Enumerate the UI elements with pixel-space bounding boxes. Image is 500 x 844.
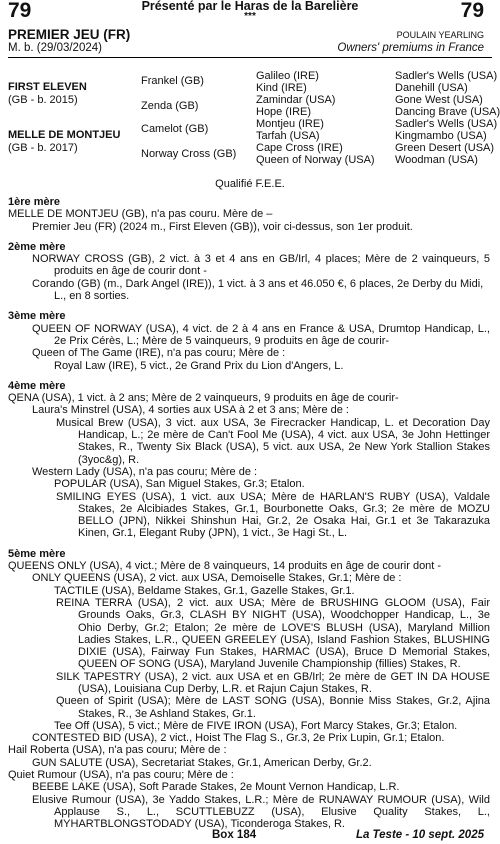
section-title-1st-dam: 1ère mère [8,196,60,208]
pedigree-gen2-3: Camelot (GB) [141,123,209,135]
page-footer [0,828,500,842]
family-notes [8,196,490,831]
pedigree-gen4-5: Sadler's Wells (USA) [395,118,498,130]
dam-1-produce: Premier Jeu (FR) (2024 m., First Eleven (GB)), voir ci-dessus, son 1er produit. [32,220,413,233]
dam-4-produce-2-foal-1: POPULAR (USA), San Miguel Stakes, Gr.3; Etalon. [54,478,305,491]
owners-premiums: Owners' premiums in France [337,42,484,54]
dam-5-produce-3-foal: GUN SALUTE (USA), Secretariat Stakes, Gr.1, American Derby, Gr.2. [32,756,372,769]
pedigree-gen4-8: Woodman (USA) [395,154,478,166]
pedigree-sire [8,82,87,94]
horse-name: PREMIER JEU (FR) [8,27,131,42]
pedigree-gen4-3: Gone West (USA) [395,94,483,106]
dam-3-produce-1: Queen of The Game (IRE), n'a pas couru; Mère de : [32,347,286,360]
pedigree-gen3-3: Zamindar (USA) [256,94,336,106]
dam-info: (GB - b. 2017) [8,142,78,154]
dam-5-produce-1: ONLY QUEENS (USA), 2 vict. aux USA, Demoiselle Stakes, Gr.1; Mère de : [32,572,402,585]
dam-1-summary: MELLE DE MONTJEU (GB), n'a pas couru. Mère de – [8,208,273,221]
dam-5-produce-3: Hail Roberta (USA), n'a pas couru; Mère de : [8,744,227,757]
section-title-2nd-dam: 2ème mère [8,240,66,253]
pedigree-gen2-1: Frankel (GB) [141,75,204,87]
dam-5-produce-1-foal-3: SILK TAPESTRY (USA), 2 vict. aux USA et en GB/Irl; 2e mère de GET IN DA HOUSE (USA), Louisiana Cup Derby, L.R. et Rajun Cajun Stakes, R. [56,670,490,695]
dam-5-produce-4-foal-2: Elusive Rumour (USA), 3e Yaddo Stakes, L.R.; Mère de RUNAWAY RUMOUR (USA), Wild Applause S., L., SCUTTLEBUZZ (USA), Elusive Quality Stakes, L., MYHARTBLONGSTODADY (USA), Ticonderoga Stakes, R. [32,793,490,831]
dam-2-summary: NORWAY CROSS (GB), 2 vict. à 3 et 4 ans en GB/Irl, 4 places; Mère de 2 vainqueurs, 5 produits en âge de courir dont - [32,253,490,278]
dam-4-produce-1: Laura's Minstrel (USA), 4 sorties aux USA à 2 et 3 ans; Mère de : [32,404,349,417]
pedigree-gen4-1: Sadler's Wells (USA) [395,70,498,82]
sire-info: (GB - b. 2015) [8,94,78,106]
pedigree-gen4-7: Green Desert (USA) [395,142,495,154]
pedigree-gen3-1: Galileo (IRE) [256,70,319,82]
pedigree-gen4-6: Kingmambo (USA) [395,130,487,142]
pedigree-gen3-6: Tarfah (USA) [256,130,320,142]
horse-type: POULAIN YEARLING [396,30,484,40]
dam-3-summary: QUEEN OF NORWAY (USA), 4 vict. de 2 à 4 ans en France & USA, Drumtop Handicap, L., 2e Prix Cérès, L.; Mère de 5 vainqueurs, 9 produits en âge de courir- [32,322,490,347]
section-title-5th-dam: 5ème mère [8,547,66,560]
pedigree-gen3-4: Hope (IRE) [256,106,312,118]
dam-5-produce-1-foal-4: Queen of Spirit (USA); Mère de LAST SONG (USA), Bonnie Miss Stakes, Gr.2, Ajina Stakes, R., 3e Ashland Stakes, Gr.1. [56,695,490,720]
dam-5-produce-4-foal-1: BEEBE LAKE (USA), Soft Parade Stakes, 2e Mount Vernon Handicap, L.R. [32,781,400,794]
pedigree-dam [8,130,120,142]
pedigree-gen4-2: Danehill (USA) [395,82,468,94]
dam-name: MELLE DE MONTJEU [8,129,121,141]
section-title-3rd-dam: 3ème mère [8,310,66,323]
pedigree-gen3-5: Montjeu (IRE) [256,118,324,130]
pedigree-gen3-8: Queen of Norway (USA) [256,154,375,166]
box-number: Box 184 [212,829,257,841]
dam-5-summary: QUEENS ONLY (USA), 4 vict.; Mère de 8 vainqueurs, 14 produits en âge de courir dont - [8,560,442,573]
dam-5-produce-1-foal-2: REINA TERRA (USA), 2 vict. aux USA; Mère de BRUSHING GLOOM (USA), Fair Grounds Oaks, Gr.3, CLASH BY NIGHT (USA), Woodchopper Handicap, L., 3e Ohio Derby, Gr.2; Etalon; 2e mère de LOVE'S BLUSH (USA), Maryland Million Ladies Stakes, L.R., QUEEN GREELEY (USA), Island Fashion Stakes, BLUSHING DIXIE (USA), Fairway Fun Stakes, HARMAC (USA), Bruce D Memorial Stakes, QUEEN OF SONG (USA), Maryland Juvenile Championship (fillies) Stakes, R. [56,596,490,671]
dam-5-produce-4: Quiet Rumour (USA), n'a pas couru; Mère de : [8,769,234,782]
pedigree-gen4-4: Dancing Brave (USA) [395,106,500,118]
dam-5-produce-1-foal-1: TACTILE (USA), Beldame Stakes, Gr.1, Gazelle Stakes, Gr.1. [54,584,355,597]
dam-5-produce-2: CONTESTED BID (USA), 2 vict., Hoist The Flag S., Gr.3, 2e Prix Lupin, Gr.1; Etalon. [32,732,445,745]
horse-description: M. b. (29/03/2024) [8,42,102,54]
dam-4-produce-2-foal-2: SMILING EYES (USA), 1 vict. aux USA; Mère de HARLAN'S RUBY (USA), Valdale Stakes, 2e Alcibiades Stakes, Gr.1, Bourbonette Oaks, Gr.3; 2e mère de MOZU BELLO (JPN), Nikkei Shinshun Hai, Gr.2, 2e Osaka Hai, Gr.1 et 3e Takarazuka Kinen, Gr.1, Elegant Ruby (JPN), 1 vict., 3e Hagi St., L. [56,490,490,540]
sire-name: FIRST ELEVEN [8,81,87,93]
header-divider [8,57,492,58]
lot-number-right: 79 [460,0,484,22]
dam-3-produce-1-foal: Royal Law (IRE), 5 vict., 2e Grand Prix du Lion d'Angers, L. [54,359,344,372]
pedigree-gen3-2: Kind (IRE) [256,82,307,94]
lot-number-left: 79 [8,0,32,22]
consignor-stars: *** [244,11,256,22]
dam-4-produce-2: Western Lady (USA), n'a pas couru; Mère de : [32,465,258,478]
dam-4-summary: QENA (USA), 1 vict. à 2 ans; Mère de 2 vainqueurs, 9 produits en âge de courir- [8,392,399,405]
dam-4-produce-1-foal: Musical Brew (USA), 3 vict. aux USA, 3e Firecracker Handicap, L. et Decoration Day Handicap, L.; 2e mère de Can't Fool Me (USA), 4 vict. aux USA, 3e John Hettinger Stakes, R., Twenty Six Black (USA), 5 vict. aux USA, 2e New York Stallion Stakes (3yoc&g), R. [56,416,490,466]
qualification-note: Qualifié F.E.E. [215,178,285,190]
pedigree-gen2-4: Norway Cross (GB) [141,148,237,160]
pedigree-gen2-2: Zenda (GB) [141,100,199,112]
dam-2-produce: Corando (GB) (m., Dark Angel (IRE)), 1 vict. à 3 ans et 46.050 €, 6 places, 2e Derby du Midi, L., en 8 sorties. [32,277,484,303]
dam-5-produce-1-foal-5: Tee Off (USA), 5 vict.; Mère de FIVE IRON (USA), Fort Marcy Stakes, Gr.3; Etalon. [54,719,458,732]
pedigree-gen3-7: Cape Cross (IRE) [256,142,343,154]
sale-location-date: La Teste - 10 sept. 2025 [355,829,484,841]
section-title-4th-dam: 4ème mère [8,379,66,392]
consignor-line: Présenté par le Haras de la Barelière [141,0,359,13]
